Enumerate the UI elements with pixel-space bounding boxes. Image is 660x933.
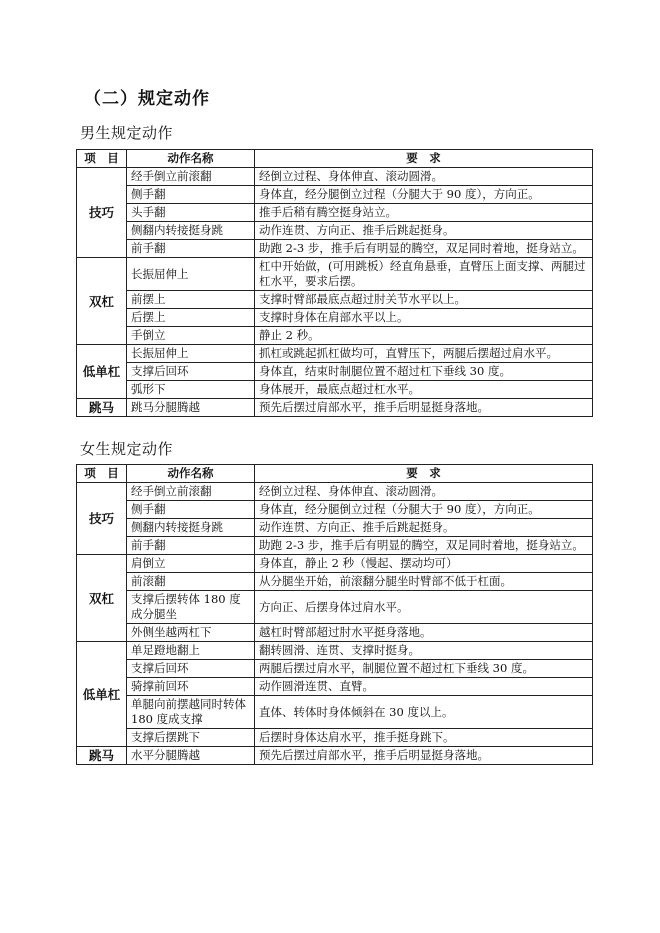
table-row <box>77 696 593 729</box>
action-name-cell: 支撑后回环 <box>127 660 255 678</box>
category-cell: 跳马 <box>77 747 127 765</box>
action-name-cell: 单足蹬地翻上 <box>127 642 255 660</box>
category-cell: 低单杠 <box>77 642 127 747</box>
action-name-cell: 长振屈伸上 <box>127 258 255 291</box>
requirement-cell: 预先后摆过肩部水平，推手后明显挺身落地。 <box>255 747 593 765</box>
table-row <box>77 240 593 258</box>
category-cell: 技巧 <box>77 168 127 258</box>
action-name-cell: 经手倒立前滚翻 <box>127 483 255 501</box>
action-name-cell: 外侧坐越两杠下 <box>127 624 255 642</box>
requirement-cell: 从分腿坐开始，前滚翻分腿坐时臂部不低于杠面。 <box>255 573 593 591</box>
action-name-cell: 侧翻内转接挺身跳 <box>127 519 255 537</box>
action-name-cell: 肩倒立 <box>127 555 255 573</box>
category-cell: 双杠 <box>77 258 127 345</box>
requirement-cell: 助跑 2-3 步，推手后有明显的腾空，双足同时着地，挺身站立。 <box>255 537 593 555</box>
requirement-cell: 动作圆滑连贯、直臂。 <box>255 678 593 696</box>
table-row <box>77 309 593 327</box>
category-cell: 低单杠 <box>77 345 127 399</box>
table-row <box>77 258 593 291</box>
category-cell: 双杠 <box>77 555 127 642</box>
table-row <box>77 483 593 501</box>
action-name-cell: 后摆上 <box>127 309 255 327</box>
requirement-cell: 支撑时臂部最底点超过肘关节水平以上。 <box>255 291 593 309</box>
table-row <box>77 624 593 642</box>
requirement-cell: 身体直，静止 2 秒（慢起、摆动均可） <box>255 555 593 573</box>
requirement-cell: 直体、转体时身体倾斜在 30 度以上。 <box>255 696 593 729</box>
table-row <box>77 591 593 624</box>
requirement-cell: 方向正、后摆身体过肩水平。 <box>255 591 593 624</box>
requirement-cell: 经倒立过程、身体伸直、滚动圆滑。 <box>255 483 593 501</box>
table-row <box>77 363 593 381</box>
action-name-cell: 前滚翻 <box>127 573 255 591</box>
header-item: 项 目 <box>77 150 127 168</box>
table-row <box>77 678 593 696</box>
table-row <box>77 729 593 747</box>
category-cell: 技巧 <box>77 483 127 555</box>
table-header-row <box>77 150 593 168</box>
table-row <box>77 381 593 399</box>
female-actions-table <box>76 464 593 765</box>
table-row <box>77 399 593 417</box>
male-actions-table <box>76 149 593 417</box>
requirement-cell: 后摆时身体达肩水平，推手挺身跳下。 <box>255 729 593 747</box>
requirement-cell: 身体直，经分腿倒立过程（分腿大于 90 度），方向正。 <box>255 501 593 519</box>
table-row <box>77 168 593 186</box>
header-requirement: 要 求 <box>255 465 593 483</box>
requirement-cell: 助跑 2-3 步，推手后有明显的腾空，双足同时着地，挺身站立。 <box>255 240 593 258</box>
table-row <box>77 642 593 660</box>
table-row <box>77 222 593 240</box>
female-section-title: 女生规定动作 <box>80 440 174 458</box>
action-name-cell: 支撑后摆转体 180 度成分腿坐 <box>127 591 255 624</box>
table-row <box>77 555 593 573</box>
requirement-cell: 支撑时身体在肩部水平以上。 <box>255 309 593 327</box>
action-name-cell: 前手翻 <box>127 240 255 258</box>
action-name-cell: 支撑后回环 <box>127 363 255 381</box>
action-name-cell: 长振屈伸上 <box>127 345 255 363</box>
table-row <box>77 186 593 204</box>
requirement-cell: 身体直，经分腿倒立过程（分腿大于 90 度），方向正。 <box>255 186 593 204</box>
action-name-cell: 侧手翻 <box>127 186 255 204</box>
action-name-cell: 手倒立 <box>127 327 255 345</box>
header-requirement: 要 求 <box>255 150 593 168</box>
action-name-cell: 水平分腿腾越 <box>127 747 255 765</box>
requirement-cell: 预先后摆过肩部水平，推手后明显挺身落地。 <box>255 399 593 417</box>
action-name-cell: 骑撑前回环 <box>127 678 255 696</box>
action-name-cell: 侧翻内转接挺身跳 <box>127 222 255 240</box>
table-row <box>77 501 593 519</box>
action-name-cell: 前摆上 <box>127 291 255 309</box>
header-action: 动作名称 <box>127 150 255 168</box>
action-name-cell: 单腿向前摆越同时转体 180 度成支撑 <box>127 696 255 729</box>
table-row <box>77 519 593 537</box>
category-cell: 跳马 <box>77 399 127 417</box>
requirement-cell: 静止 2 秒。 <box>255 327 593 345</box>
requirement-cell: 身体直，结束时制腿位置不超过杠下垂线 30 度。 <box>255 363 593 381</box>
table-row <box>77 573 593 591</box>
requirement-cell: 两腿后摆过肩水平，制腿位置不超过杠下垂线 30 度。 <box>255 660 593 678</box>
action-name-cell: 侧手翻 <box>127 501 255 519</box>
action-name-cell: 前手翻 <box>127 537 255 555</box>
requirement-cell: 抓杠或跳起抓杠做均可，直臂压下，两腿后摆超过肩水平。 <box>255 345 593 363</box>
requirement-cell: 翻转圆滑、连贯、支撑时挺身。 <box>255 642 593 660</box>
table-row <box>77 660 593 678</box>
table-row <box>77 345 593 363</box>
requirement-cell: 越杠时臂部超过肘水平挺身落地。 <box>255 624 593 642</box>
requirement-cell: 动作连贯、方向正、推手后跳起挺身。 <box>255 222 593 240</box>
table-row <box>77 327 593 345</box>
requirement-cell: 推手后稍有腾空挺身站立。 <box>255 204 593 222</box>
requirement-cell: 经倒立过程、身体伸直、滚动圆滑。 <box>255 168 593 186</box>
male-section-title: 男生规定动作 <box>80 124 174 142</box>
requirement-cell: 身体展开，最底点超过杠水平。 <box>255 381 593 399</box>
action-name-cell: 弧形下 <box>127 381 255 399</box>
header-action: 动作名称 <box>127 465 255 483</box>
table-row <box>77 747 593 765</box>
table-row <box>77 204 593 222</box>
action-name-cell: 经手倒立前滚翻 <box>127 168 255 186</box>
section-title: （二）规定动作 <box>84 89 210 109</box>
table-row <box>77 291 593 309</box>
table-header-row <box>77 465 593 483</box>
action-name-cell: 头手翻 <box>127 204 255 222</box>
requirement-cell: 动作连贯、方向正、推手后跳起挺身。 <box>255 519 593 537</box>
action-name-cell: 支撑后摆跳下 <box>127 729 255 747</box>
header-item: 项 目 <box>77 465 127 483</box>
table-row <box>77 537 593 555</box>
requirement-cell: 杠中开始做，(可用跳板）经直角悬垂，直臂压上面支撑、两腿过杠水平，要求后摆。 <box>255 258 593 291</box>
action-name-cell: 跳马分腿腾越 <box>127 399 255 417</box>
